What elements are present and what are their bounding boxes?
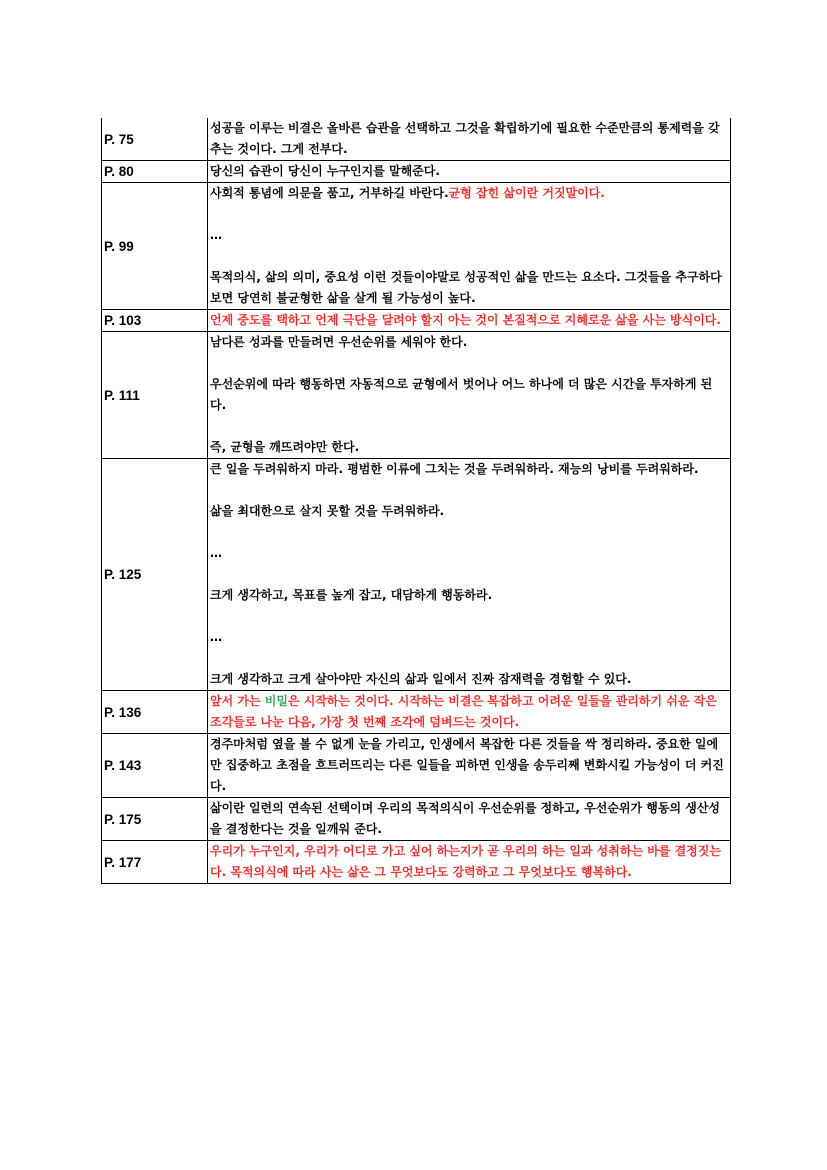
quote-text: 삶을 최대한으로 살지 못할 것을 두려워하라.	[210, 504, 445, 518]
highlighted-text: 언제 중도를 택하고 언제 극단을 달려야 할지 아는 것이 본질적으로 지혜로운 삶을 사는 방식이다.	[210, 313, 721, 327]
page-number-cell: P. 111	[102, 332, 208, 459]
paragraph-gap	[210, 648, 728, 669]
table-row	[102, 183, 731, 310]
paragraph-gap	[210, 564, 728, 585]
quote-paragraph	[210, 267, 728, 309]
quote-text: 목적의식, 삶의 의미, 중요성 이런 것들이야말로 성공적인 삶을 만드는 요소다. 그것들을 추구하다 보면 당연히 불균형한 삶을 살게 될 가능성이 높다.	[210, 270, 722, 305]
quote-paragraph	[210, 501, 728, 522]
page-number-cell: P. 75	[102, 118, 208, 161]
page-number-cell: P. 125	[102, 459, 208, 691]
quote-text: …	[210, 546, 222, 560]
paragraph-gap	[210, 353, 728, 374]
quote-paragraph	[210, 183, 728, 204]
quote-paragraph	[210, 225, 728, 246]
paragraph-gap	[210, 522, 728, 543]
quote-paragraph	[210, 669, 728, 690]
page-number-cell: P. 99	[102, 183, 208, 310]
quote-text: 성공을 이루는 비결은 올바른 습관을 선택하고 그것을 확립하기에 필요한 수준만큼의 통제력을 갖추는 것이다. 그게 전부다.	[210, 121, 720, 156]
table-row	[102, 332, 731, 459]
table-row	[102, 459, 731, 691]
quote-text-cell	[208, 183, 731, 310]
green-highlighted-text: 비밀	[264, 694, 288, 708]
table-row	[102, 798, 731, 841]
quote-paragraph	[210, 691, 728, 733]
quote-paragraph	[210, 310, 728, 331]
page-number-cell: P. 103	[102, 310, 208, 332]
quote-text: 크게 생각하고, 목표를 높게 잡고, 대담하게 행동하라.	[210, 588, 493, 602]
page-number-cell: P. 80	[102, 161, 208, 183]
quote-text: 크게 생각하고 크게 살아야만 자신의 삶과 일에서 진짜 잠재력을 경험할 수 있다.	[210, 672, 632, 686]
page-number-cell: P. 177	[102, 841, 208, 884]
quote-text-cell	[208, 798, 731, 841]
highlighted-text: 균형 잡힌 삶이란 거짓말이다.	[448, 186, 605, 200]
table-row	[102, 310, 731, 332]
highlighted-text: 우리가 누구인지, 우리가 어디로 가고 싶어 하는지가 곧 우리의 하는 일과 성취하는 바를 결정짓는다. 목적의식에 따라 사는 삶은 그 무엇보다도 강력하고 그 무엇보다도 행복하다.	[210, 844, 721, 879]
quote-paragraph	[210, 841, 728, 883]
quote-text-cell	[208, 459, 731, 691]
quote-text: 사회적 통념에 의문을 품고, 거부하길 바란다.	[210, 186, 449, 200]
quote-text: …	[210, 630, 222, 644]
paragraph-gap	[210, 480, 728, 501]
quote-paragraph	[210, 161, 728, 182]
table-row	[102, 118, 731, 161]
quote-text-cell	[208, 734, 731, 798]
paragraph-gap	[210, 606, 728, 627]
page-number-cell: P. 143	[102, 734, 208, 798]
quote-text: 당신의 습관이 당신이 누구인지를 말해준다.	[210, 164, 440, 178]
quote-text-cell	[208, 161, 731, 183]
highlighted-text: 은 시작하는 것이다. 시작하는 비결은 복잡하고 어려운 일들을 관리하기 쉬운 작은 조각들로 나눈 다음, 가장 첫 번째 조각에 덤벼드는 것이다.	[210, 694, 717, 729]
quote-paragraph	[210, 459, 728, 480]
quote-text-cell	[208, 691, 731, 734]
quote-text: 우선순위에 따라 행동하면 자동적으로 균형에서 벗어나 어느 하나에 더 많은 시간을 투자하게 된다.	[210, 377, 713, 412]
quote-paragraph	[210, 585, 728, 606]
quote-text: 큰 일을 두려워하지 마라. 평범한 이류에 그치는 것을 두려워하라. 재능의 낭비를 두려워하라.	[210, 462, 699, 476]
paragraph-gap	[210, 416, 728, 437]
page-number-cell: P. 136	[102, 691, 208, 734]
quote-text: 삶이란 일련의 연속된 선택이며 우리의 목적의식이 우선순위를 정하고, 우선순위가 행동의 생산성을 결정한다는 것을 일깨워 준다.	[210, 801, 721, 836]
quote-text: 경주마처럼 옆을 볼 수 없게 눈을 가리고, 인생에서 복잡한 다른 것들을 싹 정리하라. 중요한 일에만 집중하고 초점을 흐트러뜨리는 다른 일들을 피하면 인생을 송두리째 변화시킬 가능성이 더 커진다.	[210, 737, 724, 793]
quote-text-cell	[208, 332, 731, 459]
quote-table	[101, 118, 731, 884]
quote-paragraph	[210, 798, 728, 840]
quote-paragraph	[210, 734, 728, 797]
paragraph-gap	[210, 246, 728, 267]
quote-text: 남다른 성과를 만들려면 우선순위를 세워야 한다.	[210, 335, 468, 349]
quote-text: …	[210, 228, 222, 242]
quote-paragraph	[210, 627, 728, 648]
quote-text: 즉, 균형을 깨뜨려야만 한다.	[210, 440, 360, 454]
quote-paragraph	[210, 543, 728, 564]
page-number-cell: P. 175	[102, 798, 208, 841]
quote-paragraph	[210, 374, 728, 416]
table-row	[102, 841, 731, 884]
table-row	[102, 734, 731, 798]
quote-text-cell	[208, 841, 731, 884]
paragraph-gap	[210, 204, 728, 225]
quote-table-body	[102, 118, 731, 884]
quote-text-cell	[208, 118, 731, 161]
quote-paragraph	[210, 118, 728, 160]
highlighted-text: 앞서 가는	[210, 694, 265, 708]
quote-text-cell	[208, 310, 731, 332]
table-row	[102, 691, 731, 734]
quote-paragraph	[210, 332, 728, 353]
quote-paragraph	[210, 437, 728, 458]
table-row	[102, 161, 731, 183]
